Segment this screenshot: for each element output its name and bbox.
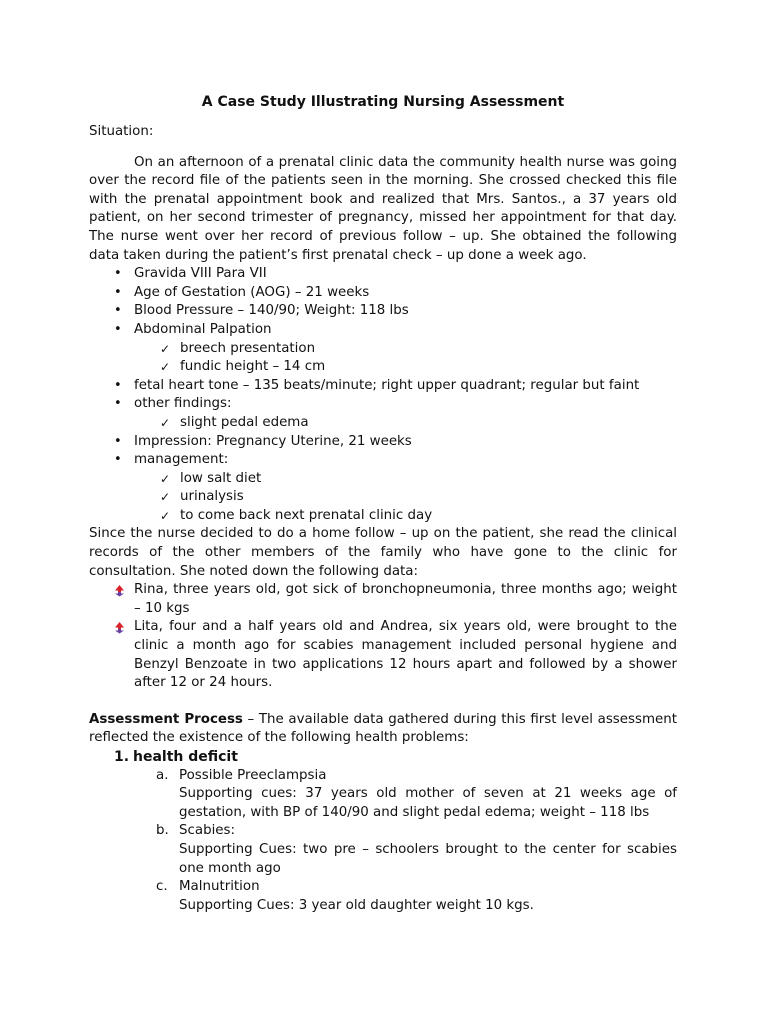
list-item: Lita, four and a half years old and Andrea, six years old, were brought to the clinic a month ago for scabies management included personal hygiene and Benzyl Benzoate in two applications 12 hours apart and followed by a shower after 12 or 24 hours. (89, 618, 677, 692)
situation-label: Situation: (89, 124, 154, 139)
check-mark-icon: ✓ (160, 341, 171, 356)
list-item: • Impression: Pregnancy Uterine, 21 weeks (89, 433, 677, 452)
list-item: • management: ✓ low salt diet ✓ urinalysis ✓ to come back next prenatal clinic day (89, 451, 677, 525)
check-mark-icon: ✓ (160, 415, 171, 430)
assessment-paragraph (89, 711, 677, 748)
bullet-dot-icon: • (114, 452, 122, 468)
problem-subitem (156, 822, 677, 878)
bullet-dot-icon: • (114, 321, 122, 337)
list-item: • other findings: ✓ slight pedal edema (89, 395, 677, 432)
subitem-cues: Supporting cues: 37 years old mother of seven at 21 weeks age of gestation, with BP of 140/90 and slight pedal edema; weight – 118 lbs (179, 786, 677, 820)
check-list (134, 340, 677, 377)
list-item: • Gravida VIII Para VII (89, 265, 677, 284)
check-item: ✓ breech presentation (89, 340, 677, 359)
check-mark-icon: ✓ (160, 360, 171, 375)
intro-paragraph: On an afternoon of a prenatal clinic data the community health nurse was going over the record file of the patients seen in the morning. She crossed checked this file with the prenatal appointment book and realized that Mrs. Santos., a 37 years old patient, on her second trimester of pregnancy, missed her appointment for that day. The nurse went over her record of previous follow – up. She obtained the following data taken during the patient’s first prenatal check – up done a week ago. (89, 154, 677, 263)
list-item: • Abdominal Palpation ✓ breech presentation ✓ fundic height – 14 cm (89, 321, 677, 377)
check-item: ✓ slight pedal edema (89, 414, 677, 433)
assessment-label: Assessment Process (89, 711, 243, 727)
followup-paragraph: Since the nurse decided to do a home follow – up on the patient, she read the clinical records of the other members of the family who have gone to the clinic for consultation. She noted down the following data: (89, 526, 677, 579)
document-body (89, 93, 677, 915)
subitem-letter: b. (156, 823, 169, 839)
arrow-bullet-icon (113, 584, 126, 597)
document-title: A Case Study Illustrating Nursing Assessment (201, 94, 565, 110)
bullet-dot-icon: • (114, 266, 122, 282)
subitem-cues: Supporting Cues: 3 year old daughter weight 10 kgs. (179, 897, 534, 913)
subitem-name: Scabies: (179, 823, 236, 839)
problem-item (89, 748, 677, 915)
check-item: ✓ to come back next prenatal clinic day (89, 507, 677, 526)
check-mark-icon: ✓ (160, 508, 171, 523)
bullet-dot-icon: • (114, 433, 122, 449)
bullet-dot-icon: • (114, 303, 122, 319)
problem-subitem (156, 878, 677, 915)
list-item: • Age of Gestation (AOG) – 21 weeks (89, 284, 677, 303)
bullet-dot-icon: • (114, 284, 122, 300)
list-item: • Blood Pressure – 140/90; Weight: 118 lbs (89, 302, 677, 321)
check-mark-icon: ✓ (160, 490, 171, 505)
problem-sublist (133, 767, 677, 916)
problem-list (89, 748, 677, 915)
subitem-letter: c. (156, 879, 168, 895)
bullet-dot-icon: • (114, 396, 122, 412)
check-item: ✓ low salt diet (89, 470, 677, 489)
arrow-bullet-icon (113, 621, 126, 634)
subitem-name: Malnutrition (179, 879, 260, 895)
assessment-text: – The available data gathered during this first level assessment reflected the existence of the following health problems: (89, 711, 677, 746)
subitem-cues: Supporting Cues: two pre – schoolers brought to the center for scabies one month ago (179, 841, 677, 876)
family-list (89, 581, 677, 693)
check-list (134, 414, 677, 433)
subitem-letter: a. (156, 767, 169, 783)
list-item: • fetal heart tone – 135 beats/minute; right upper quadrant; regular but faint (89, 377, 677, 396)
list-item: Rina, three years old, got sick of bronchopneumonia, three months ago; weight – 10 kgs (89, 581, 677, 618)
check-mark-icon: ✓ (160, 471, 171, 486)
subitem-name: Possible Preeclampsia (179, 767, 327, 783)
problem-number: 1. (114, 749, 130, 765)
problem-subitem (156, 767, 677, 823)
check-item: ✓ fundic height – 14 cm (89, 358, 677, 377)
check-list (134, 470, 677, 526)
check-item: ✓ urinalysis (89, 488, 677, 507)
findings-list (89, 265, 677, 525)
bullet-dot-icon: • (114, 377, 122, 393)
problem-heading: health deficit (133, 749, 238, 765)
